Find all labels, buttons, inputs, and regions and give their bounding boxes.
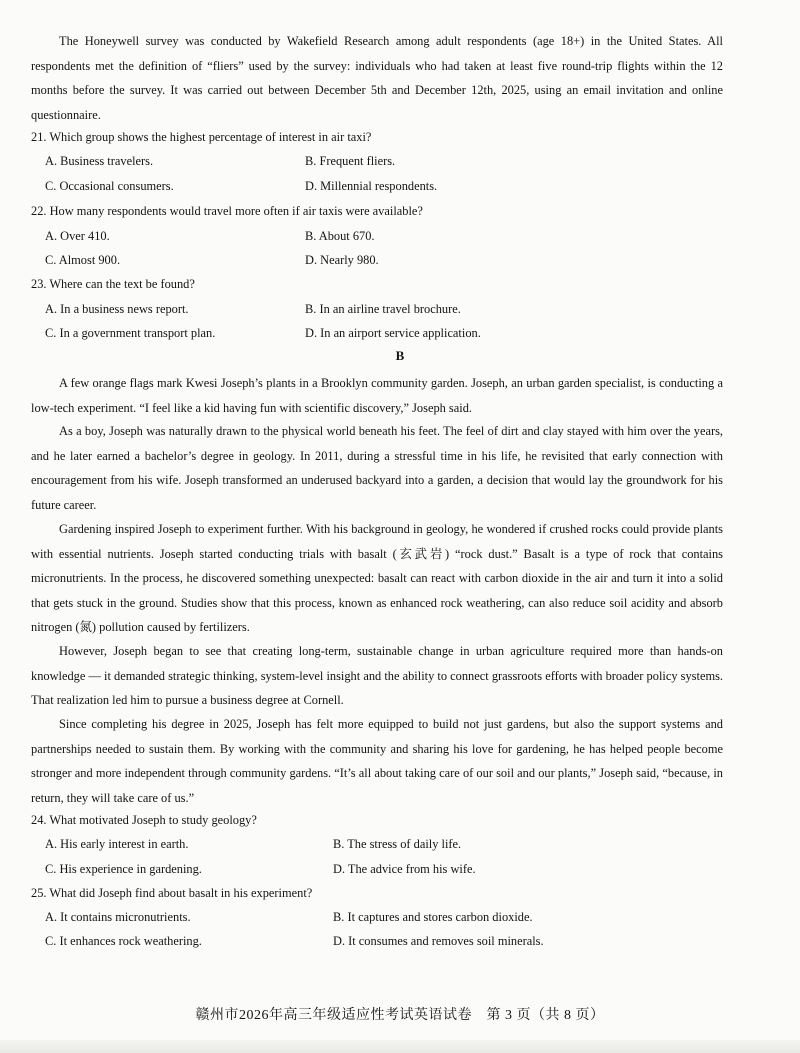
question-21-option-c[interactable]: C. Occasional consumers.	[45, 179, 174, 193]
passage-b-paragraph-1: A few orange flags mark Kwesi Joseph’s plants in a Brooklyn community garden. Joseph, an urban garden specialist, is conducting a low-tech experiment. “I feel like a kid having fun with scientific discovery,” Joseph said.	[31, 376, 723, 415]
page-footer: 赣州市2026年高三年级适应性考试英语试卷 第 3 页（共 8 页）	[195, 1008, 605, 1023]
question-22-option-a[interactable]: A. Over 410.	[45, 229, 110, 243]
passage-b-paragraph-5: Since completing his degree in 2025, Joseph has felt more equipped to build not just gardens, but also the support systems and partnerships needed to sustain them. By working with the community and sharing his love for gardening, he has helped people become stronger and more independent through community gardens. “It’s all about taking care of our soil and our plants,” Joseph said, “because, in return, they will take care of us.”	[31, 717, 723, 805]
question-23-option-b[interactable]: B. In an airline travel brochure.	[305, 302, 461, 316]
question-25-option-c[interactable]: C. It enhances rock weathering.	[45, 934, 202, 948]
intro-paragraph: The Honeywell survey was conducted by Wakefield Research among adult respondents (age 18+) in the United States. All respondents met the definition of “fliers” used by the survey: individuals who had taken at least five round-trip flights within the 12 months before the survey. It was carried out between December 5th and December 12th, 2025, using an email invitation and online questionnaire.	[31, 34, 723, 122]
question-21-option-b[interactable]: B. Frequent fliers.	[305, 154, 396, 168]
question-23-option-d[interactable]: D. In an airport service application.	[305, 326, 481, 340]
question-25-option-a[interactable]: A. It contains micronutrients.	[45, 910, 191, 924]
question-21-option-d[interactable]: D. Millennial respondents.	[305, 179, 438, 193]
question-21-stem: 21. Which group shows the highest percentage of interest in air taxi?	[31, 130, 372, 144]
question-25-stem: 25. What did Joseph find about basalt in his experiment?	[31, 886, 313, 900]
question-24-option-d[interactable]: D. The advice from his wife.	[333, 862, 476, 876]
question-24-option-c[interactable]: C. His experience in gardening.	[45, 862, 202, 876]
question-23-option-c[interactable]: C. In a government transport plan.	[45, 326, 216, 340]
question-23-stem: 23. Where can the text be found?	[31, 277, 195, 291]
question-23-option-a[interactable]: A. In a business news report.	[45, 302, 189, 316]
question-22-stem: 22. How many respondents would travel more often if air taxis were available?	[31, 204, 423, 218]
passage-b-paragraph-3: Gardening inspired Joseph to experiment further. With his background in geology, he wondered if crushed rocks could provide plants with essential nutrients. Joseph started conducting trials with basalt (玄武岩) “rock dust.” Basalt is a type of rock that contains micronutrients. In the process, he discovered something unexpected: basalt can react with carbon dioxide in the air and turn it into a solid that gets stuck in the ground. Studies show that this process, known as enhanced rock weathering, can also reduce soil acidity and absorb nitrogen (氮) pollution caused by fertilizers.	[31, 522, 723, 634]
passage-b-paragraph-4: However, Joseph began to see that creating long-term, sustainable change in urban agriculture required more than hands-on knowledge — it demanded strategic thinking, system-level insight and the ability to connect grassroots efforts with broader policy systems. That realization led him to pursue a business degree at Cornell.	[31, 644, 723, 707]
question-24-stem: 24. What motivated Joseph to study geology?	[31, 813, 257, 827]
question-22-option-b[interactable]: B. About 670.	[305, 229, 375, 243]
scan-edge-shadow	[0, 1040, 800, 1053]
question-21-option-a[interactable]: A. Business travelers.	[45, 154, 154, 168]
section-b-heading: B	[395, 348, 405, 363]
question-24-option-b[interactable]: B. The stress of daily life.	[333, 837, 462, 851]
question-22-option-d[interactable]: D. Nearly 980.	[305, 253, 379, 267]
passage-b-paragraph-2: As a boy, Joseph was naturally drawn to the physical world beneath his feet. The feel of dirt and clay stayed with him over the years, and he later earned a bachelor’s degree in geology. In 2011, during a stressful time in his life, he revisited that early connection with encouragement from his wife. Joseph transformed an underused backyard into a garden, a decision that would lay the groundwork for his future career.	[31, 424, 723, 512]
question-25-option-b[interactable]: B. It captures and stores carbon dioxide.	[333, 910, 533, 924]
question-22-option-c[interactable]: C. Almost 900.	[45, 253, 121, 267]
question-25-option-d[interactable]: D. It consumes and removes soil minerals.	[333, 934, 544, 948]
question-24-option-a[interactable]: A. His early interest in earth.	[45, 837, 189, 851]
